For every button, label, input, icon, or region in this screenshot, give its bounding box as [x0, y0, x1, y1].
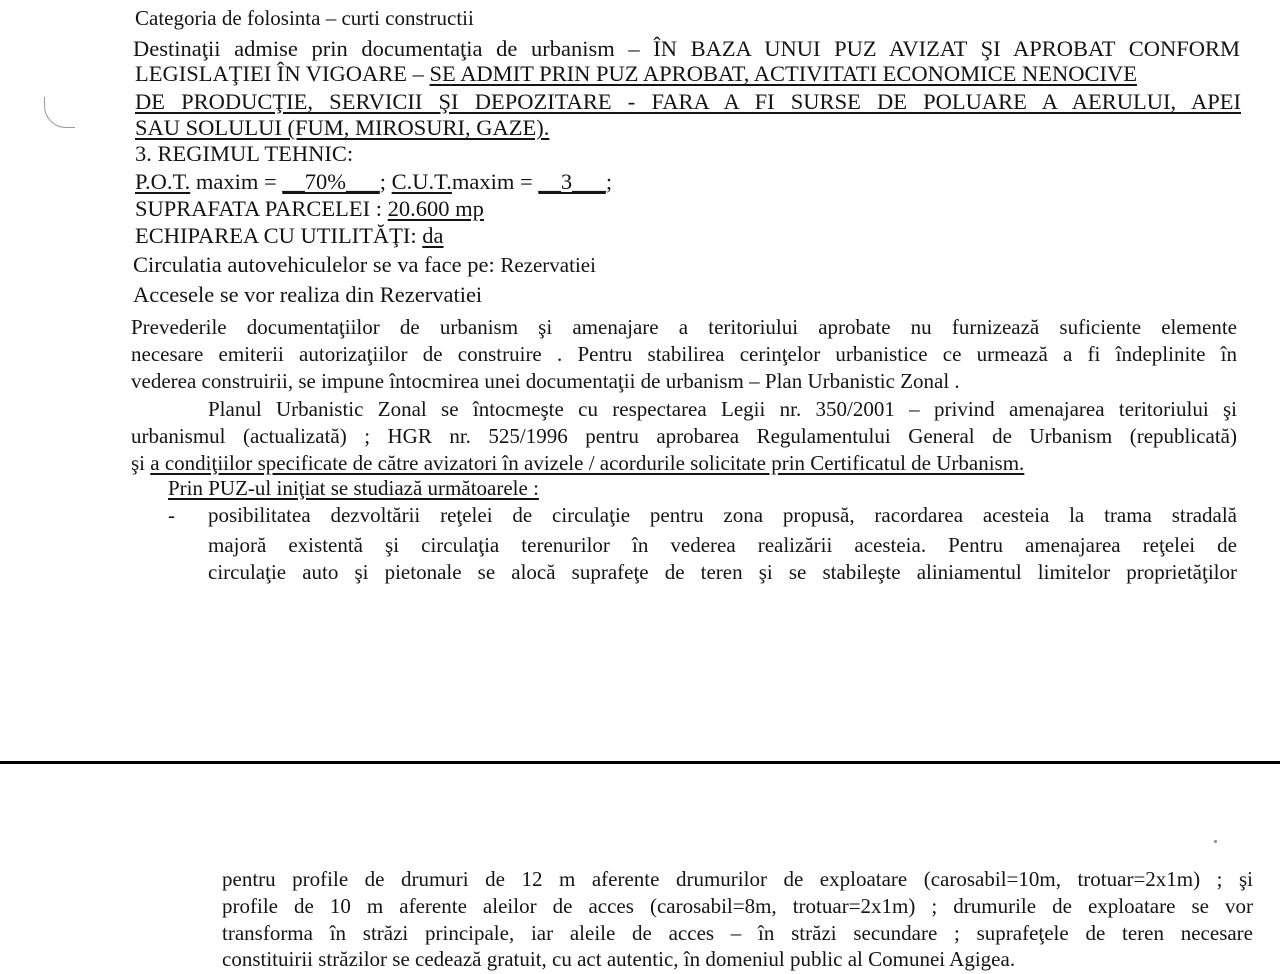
echipare-label: ECHIPAREA CU UTILITĂŢI:: [135, 223, 423, 248]
puz-law-line-3: [131, 451, 1024, 475]
cut-value: __3___: [538, 169, 606, 194]
solului-line: SAU SOLULUI (FUM, MIROSURI, GAZE).: [135, 115, 550, 140]
bullet-line-1: posibilitatea dezvoltării reţelei de circulaţie pentru zona propusă, racordarea acesteia la trama stradală: [208, 503, 1237, 527]
puz-law-line-1: Planul Urbanistic Zonal se întocmeşte cu respectarea Legii nr. 350/2001 – privind amenajarea teritoriului şi: [208, 397, 1237, 421]
suprafata-value: 20.600 mp: [387, 196, 484, 221]
continuation-line-1: pentru profile de drumuri de 12 m aferente drumurilor de exploatare (carosabil=10m, trotuar=2x1m) ; şi: [222, 867, 1253, 891]
puz-law-prefix: şi: [131, 451, 151, 475]
puz-heading: Prin PUZ-ul iniţiat se studiază următoarele :: [168, 476, 539, 500]
cut-end: ;: [605, 169, 613, 194]
continuation-line-2: profile de 10 m aferente aleilor de acces (carosabil=8m, trotuar=2x1m) ; drumurile de exploatare se vor: [222, 894, 1253, 918]
cut-label: C.U.T.: [391, 169, 452, 194]
bullet-line-2: majoră existentă şi circulaţia terenurilor în vederea realizării acesteia. Pentru amenajarea reţelei de: [208, 533, 1237, 557]
pot-cut-line: [135, 170, 612, 194]
circulatia-value: Rezervatiei: [500, 253, 596, 277]
continuation-line-4: constituirii străzilor se cedează gratuit, cu act autentic, în domeniul public al Comunei Agigea.: [222, 947, 1016, 971]
destinatii-line: Destinaţii admise prin documentaţia de urbanism – ÎN BAZA UNUI PUZ AVIZAT ŞI APROBAT CONFORM: [133, 36, 1240, 61]
echipare-value: da: [422, 223, 444, 248]
continuation-line-3: transforma în străzi principale, iar aleile de acces – în străzi secundare ; suprafeţele de teren necesare: [222, 921, 1253, 945]
prevederile-line-3: vederea construirii, se impune întocmirea unei documentaţii de urbanism – Plan Urbanistic Zonal .: [131, 369, 960, 393]
pot-label: P.O.T.: [135, 169, 191, 194]
accese-line: Accesele se vor realiza din Rezervatiei: [133, 282, 483, 307]
puz-law-line-2: urbanismul (actualizată) ; HGR nr. 525/1996 pentru aprobarea Regulamentului General de Urbanism (republicată): [131, 424, 1237, 448]
circulatia-line: [133, 253, 596, 277]
bullet-line-3: circulaţie auto şi pietonale se alocă suprafeţe de teren şi se stabileşte aliniamentul limitelor proprietăţilor: [208, 560, 1237, 584]
legislatie-line: [135, 62, 1241, 86]
pot-value: __70%___: [282, 169, 380, 194]
admit-text: SE ADMIT PRIN PUZ APROBAT, ACTIVITATI ECONOMICE NENOCIVE: [429, 61, 1137, 86]
scan-speck: [1214, 840, 1217, 843]
productie-line: DE PRODUCŢIE, SERVICII ŞI DEPOZITARE - FARA A FI SURSE DE POLUARE A AERULUI, APEI: [135, 89, 1241, 114]
legislatie-text: LEGISLAŢIEI ÎN VIGOARE –: [135, 61, 430, 86]
circulatia-label: Circulatia autovehiculelor se va face pe:: [133, 252, 501, 277]
conditii-text: a condiţiilor specificate de către avizatori în avizele / acordurile solicitate prin Certificatul de Urbanism.: [150, 451, 1025, 475]
page-divider: [0, 761, 1280, 764]
prevederile-line-2: necesare emiterii autorizaţiilor de construire . Pentru stabilirea cerinţelor urbanistice ce urmează a fi îndeplinite în: [131, 342, 1237, 366]
regim-heading: 3. REGIMUL TEHNIC:: [135, 141, 354, 166]
bullet-dash: -: [168, 503, 175, 527]
echipare-line: [135, 224, 444, 248]
prevederile-line-1: Prevederile documentaţiilor de urbanism şi amenajare a teritoriului aprobate nu furnizează suficiente elemente: [131, 315, 1237, 339]
suprafata-label: SUPRAFATA PARCELEI :: [135, 196, 388, 221]
margin-mark: [44, 97, 75, 128]
cut-text: maxim =: [451, 169, 539, 194]
pot-text: maxim =: [190, 169, 283, 194]
suprafata-line: [135, 197, 484, 221]
pot-sep: ;: [379, 169, 392, 194]
categoria-line: Categoria de folosinta – curti constructii: [135, 6, 474, 30]
